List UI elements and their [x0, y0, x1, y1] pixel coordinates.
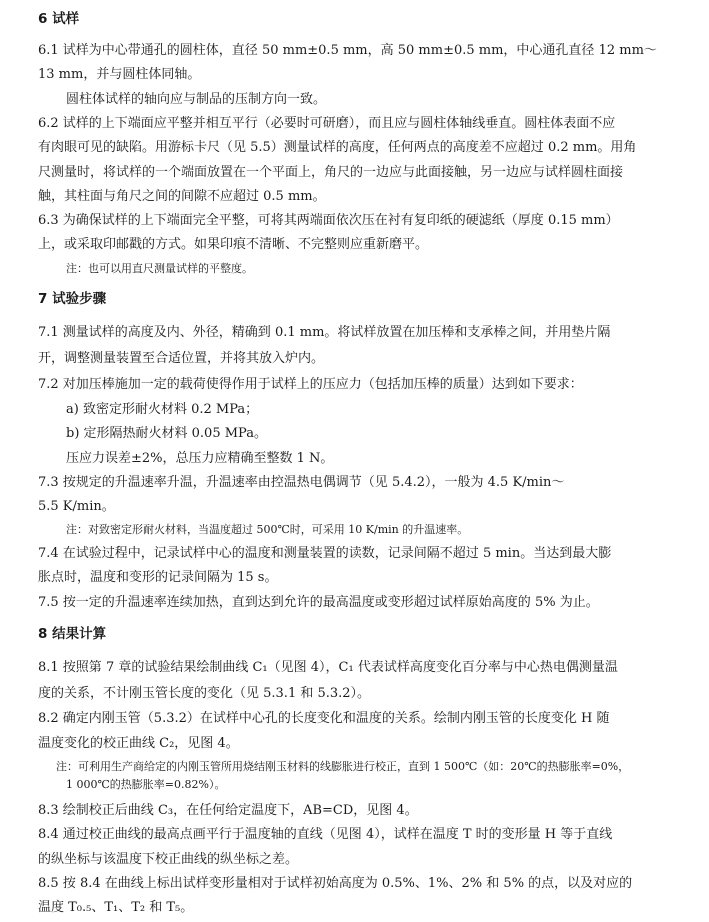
note-6: 注：也可以用直尺测量试样的平整度。	[66, 262, 253, 275]
para-8-5: 8.5 按 8.4 在曲线上标出试样变形量相对于试样初始高度为 0.5%、1%、2% 和 5% 的点，以及对应的	[38, 876, 633, 891]
para-7-5: 7.5 按一定的升温速率连续加热，直到达到允许的最高温度或变形超过试样原始高度的 5% 为止。	[38, 595, 599, 610]
para-6-3-cont: 上，或采取印邮戳的方式。如果印痕不清晰、不完整则应重新磨平。	[38, 237, 429, 252]
section-6-heading: 6 试样	[38, 11, 80, 27]
note-8: 注：可利用生产商给定的内刚玉管所用烧结刚玉材料的线膨胀进行校正，直到 1 500℃（如：20℃的热膨胀率=0%，	[56, 760, 630, 773]
para-8-1-cont: 度的关系，不计刚玉管长度的变化（见 5.3.1 和 5.3.2）。	[38, 686, 371, 701]
para-7-3: 7.3 按规定的升温速率升温，升温速率由控温热电偶调节（见 5.4.2），一般为 4.5 K/min～	[38, 475, 565, 490]
para-6-2-cont3: 触，其柱面与角尺之间的间隙不应超过 0.5 mm。	[38, 189, 326, 204]
note-7: 注：对致密定形耐火材料，当温度超过 500℃时，可采用 10 K/min 的升温速率。	[66, 523, 469, 536]
para-8-4: 8.4 通过校正曲线的最高点画平行于温度轴的直线（见图 4），试样在温度 T 时的变形量 H 等于直线	[38, 827, 613, 842]
para-7-2-tolerance: 压应力误差±2%，总压力应精确至整数 1 N。	[66, 451, 334, 466]
para-6-2-cont1: 有肉眼可见的缺陷。用游标卡尺（见 5.5）测量试样的高度，任何两点的高度差不应超过 0.2 mm。用角	[38, 140, 637, 155]
para-6-1-cont: 13 mm，并与圆柱体同轴。	[38, 67, 201, 82]
para-8-4-cont: 的纵坐标与该温度下校正曲线的纵坐标之差。	[38, 852, 299, 867]
para-6-2: 6.2 试样的上下端面应平整并相互平行（必要时可研磨），而且应与圆柱体轴线垂直。圆柱体表面不应	[38, 116, 616, 131]
section-8-heading: 8 结果计算	[38, 626, 107, 642]
list-item-a: a) 致密定形耐火材料 0.2 MPa；	[66, 402, 259, 417]
para-8-2: 8.2 确定内刚玉管（5.3.2）在试样中心孔的长度变化和温度的关系。绘制内刚玉管的长度变化 H 随	[38, 711, 610, 726]
para-6-2-cont2: 尺测量时，将试样的一个端面放置在一个平面上，角尺的一边应与此面接触，另一边应与试样圆柱面接	[38, 165, 624, 180]
para-8-1: 8.1 按照第 7 章的试验结果绘制曲线 C₁（见图 4），C₁ 代表试样高度变化百分率与中心热电偶测量温	[38, 660, 618, 675]
para-7-2: 7.2 对加压棒施加一定的载荷使得作用于试样上的压应力（包括加压棒的质量）达到如下要求：	[38, 377, 583, 392]
para-6-1: 6.1 试样为中心带通孔的圆柱体，直径 50 mm±0.5 mm，高 50 mm±0.5 mm，中心通孔直径 12 mm～	[38, 43, 657, 58]
para-8-2-cont: 温度变化的校正曲线 C₂，见图 4。	[38, 736, 239, 751]
para-6-1-extra: 圆柱体试样的轴向应与制品的压制方向一致。	[66, 92, 327, 107]
para-7-1-cont: 开，调整测量装置至合适位置，并将其放入炉内。	[38, 351, 325, 366]
para-8-3: 8.3 绘制校正后曲线 C₃，在任何给定温度下，AB=CD，见图 4。	[38, 803, 418, 818]
para-6-3: 6.3 为确保试样的上下端面完全平整，可将其两端面依次压在衬有复印纸的硬滤纸（厚度 0.15 mm）	[38, 213, 619, 228]
section-7-heading: 7 试验步骤	[38, 291, 107, 307]
note-8-cont: 1 000℃的热膨胀率=0.82%）。	[66, 778, 226, 791]
para-7-1: 7.1 测量试样的高度及内、外径，精确到 0.1 mm。将试样放置在加压棒和支承棒之间，并用垫片隔	[38, 325, 611, 340]
para-7-3-cont: 5.5 K/min。	[38, 499, 115, 514]
para-8-5-cont: 温度 T₀.₅、T₁、T₂ 和 T₅。	[38, 900, 194, 915]
para-7-4: 7.4 在试验过程中，记录试样中心的温度和测量装置的读数，记录间隔不超过 5 min。当达到最大膨	[38, 546, 612, 561]
para-7-4-cont: 胀点时，温度和变形的记录间隔为 15 s。	[38, 570, 278, 585]
list-item-b: b) 定形隔热耐火材料 0.05 MPa。	[66, 426, 267, 441]
